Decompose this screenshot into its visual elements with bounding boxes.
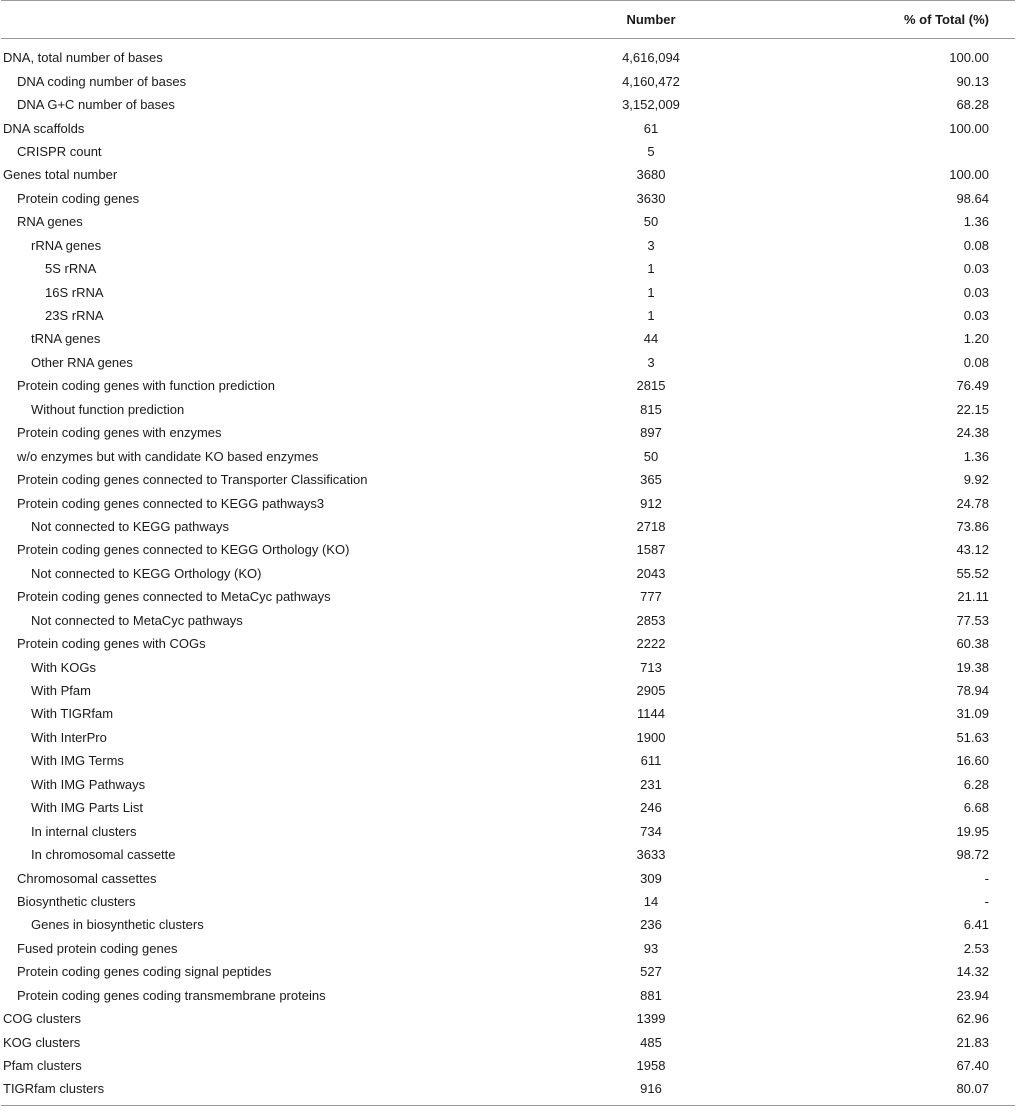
row-label: Protein coding genes with COGs bbox=[17, 636, 206, 652]
row-number: 912 bbox=[640, 495, 662, 511]
row-percent: 6.41 bbox=[963, 917, 989, 933]
table-row bbox=[1, 398, 1015, 421]
table-row bbox=[1, 140, 1015, 163]
row-percent: 68.28 bbox=[956, 97, 989, 113]
row-label: DNA coding number of bases bbox=[17, 73, 187, 89]
row-number: 5 bbox=[647, 143, 655, 159]
table-row bbox=[1, 749, 1015, 772]
row-label: Other RNA genes bbox=[31, 354, 133, 370]
row-percent: 16.60 bbox=[956, 753, 989, 769]
row-label: COG clusters bbox=[3, 1011, 82, 1027]
bottom-rule bbox=[1, 1105, 1015, 1106]
row-number: 1399 bbox=[636, 1011, 666, 1027]
row-label: With Pfam bbox=[31, 683, 91, 699]
table-row bbox=[1, 515, 1015, 538]
table-row bbox=[1, 163, 1015, 186]
table-row bbox=[1, 116, 1015, 139]
row-label: CRISPR count bbox=[17, 143, 102, 159]
row-label: tRNA genes bbox=[31, 331, 101, 347]
table-row bbox=[1, 69, 1015, 92]
table-row bbox=[1, 1007, 1015, 1030]
table-row bbox=[1, 819, 1015, 842]
row-label: Protein coding genes connected to Transporter Classification bbox=[17, 472, 368, 488]
header-row bbox=[1, 1, 1015, 39]
row-number: 897 bbox=[640, 425, 662, 441]
row-label: Genes total number bbox=[3, 167, 118, 183]
table-row bbox=[1, 304, 1015, 327]
row-number: 2043 bbox=[636, 565, 666, 581]
row-percent: 51.63 bbox=[956, 729, 989, 745]
table-row bbox=[1, 984, 1015, 1007]
row-label: With IMG Parts List bbox=[31, 800, 143, 816]
table-body bbox=[1, 39, 1015, 1101]
row-percent: 19.95 bbox=[956, 823, 989, 839]
row-label: With KOGs bbox=[31, 659, 97, 675]
table-row bbox=[1, 280, 1015, 303]
table-row bbox=[1, 538, 1015, 561]
table-row bbox=[1, 796, 1015, 819]
row-number: 777 bbox=[640, 589, 662, 605]
row-number: 2853 bbox=[636, 612, 666, 628]
row-label: 16S rRNA bbox=[45, 284, 104, 300]
row-percent: 0.03 bbox=[963, 261, 989, 277]
table-header bbox=[1, 1, 1015, 39]
row-percent: 6.68 bbox=[963, 800, 989, 816]
header-percent-of-total: % of Total (%) bbox=[904, 12, 989, 27]
row-number: 815 bbox=[640, 401, 662, 417]
row-label: Protein coding genes connected to KEGG Orthology (KO) bbox=[17, 542, 350, 558]
table-row bbox=[1, 421, 1015, 444]
row-number: 14 bbox=[643, 893, 659, 909]
table-row bbox=[1, 585, 1015, 608]
row-percent: 6.28 bbox=[963, 776, 989, 792]
table-row bbox=[1, 913, 1015, 936]
row-percent: 22.15 bbox=[956, 401, 989, 417]
row-label: Pfam clusters bbox=[3, 1058, 82, 1074]
row-number: 236 bbox=[640, 917, 662, 933]
table-row bbox=[1, 632, 1015, 655]
row-percent: 2.53 bbox=[963, 940, 989, 956]
row-percent: 14.32 bbox=[956, 964, 989, 980]
row-label: Fused protein coding genes bbox=[17, 940, 178, 956]
row-number: 1958 bbox=[636, 1058, 666, 1074]
row-number: 246 bbox=[640, 800, 662, 816]
row-label: Not connected to KEGG pathways bbox=[31, 518, 229, 534]
row-label: With IMG Pathways bbox=[31, 776, 146, 792]
row-label: 23S rRNA bbox=[45, 308, 104, 324]
row-number: 3630 bbox=[636, 190, 666, 206]
table-row bbox=[1, 327, 1015, 350]
row-label: 5S rRNA bbox=[45, 261, 97, 277]
genome-statistics-table-container bbox=[1, 0, 1015, 1106]
row-number: 1587 bbox=[636, 542, 666, 558]
row-number: 309 bbox=[640, 870, 662, 886]
row-number: 3633 bbox=[636, 847, 666, 863]
row-label: With TIGRfam bbox=[31, 706, 114, 722]
table-row bbox=[1, 773, 1015, 796]
row-label: Genes in biosynthetic clusters bbox=[31, 917, 204, 933]
row-number: 93 bbox=[643, 940, 659, 956]
table-row bbox=[1, 843, 1015, 866]
genome-statistics-table bbox=[1, 1, 1015, 1101]
row-label: Protein coding genes with enzymes bbox=[17, 425, 222, 441]
row-number: 2905 bbox=[636, 683, 666, 699]
table-row bbox=[1, 351, 1015, 374]
row-label: In internal clusters bbox=[31, 823, 137, 839]
row-label: rRNA genes bbox=[31, 237, 102, 253]
table-row bbox=[1, 374, 1015, 397]
row-label: Protein coding genes connected to MetaCyc pathways bbox=[17, 589, 331, 605]
row-label: DNA, total number of bases bbox=[3, 50, 163, 66]
row-number: 1 bbox=[647, 284, 655, 300]
row-number: 1900 bbox=[636, 729, 666, 745]
row-percent: 0.03 bbox=[963, 308, 989, 324]
row-percent: 98.72 bbox=[956, 847, 989, 863]
row-percent: 24.78 bbox=[956, 495, 989, 511]
row-percent: 60.38 bbox=[956, 636, 989, 652]
row-number: 4,616,094 bbox=[622, 50, 680, 66]
row-percent: 21.11 bbox=[957, 589, 989, 605]
row-percent: - bbox=[984, 893, 989, 909]
row-percent: 100.00 bbox=[949, 50, 989, 66]
table-row bbox=[1, 187, 1015, 210]
table-row bbox=[1, 726, 1015, 749]
row-number: 916 bbox=[640, 1081, 662, 1097]
row-label: Protein coding genes bbox=[17, 190, 140, 206]
table-row bbox=[1, 234, 1015, 257]
table-row bbox=[1, 679, 1015, 702]
row-number: 881 bbox=[640, 987, 662, 1003]
table-row bbox=[1, 702, 1015, 725]
table-row bbox=[1, 937, 1015, 960]
header-label bbox=[1, 1, 521, 39]
row-percent: 0.08 bbox=[963, 237, 989, 253]
row-percent: 76.49 bbox=[956, 378, 989, 394]
row-label: TIGRfam clusters bbox=[3, 1081, 105, 1097]
row-label: Protein coding genes connected to KEGG pathways3 bbox=[17, 495, 325, 511]
row-percent: 31.09 bbox=[956, 706, 989, 722]
row-number: 1144 bbox=[637, 706, 665, 722]
row-percent: 0.08 bbox=[963, 354, 989, 370]
table-row bbox=[1, 46, 1015, 69]
row-label: Without function prediction bbox=[31, 401, 185, 417]
table-row bbox=[1, 468, 1015, 491]
table-row bbox=[1, 609, 1015, 632]
table-row bbox=[1, 890, 1015, 913]
row-number: 734 bbox=[640, 823, 662, 839]
row-label: Protein coding genes with function prediction bbox=[17, 378, 275, 394]
row-label: Protein coding genes coding signal peptides bbox=[17, 964, 272, 980]
table-row bbox=[1, 444, 1015, 467]
table-row bbox=[1, 960, 1015, 983]
row-percent: - bbox=[984, 870, 989, 886]
row-label: Protein coding genes coding transmembrane proteins bbox=[17, 987, 326, 1003]
row-label: Biosynthetic clusters bbox=[17, 893, 136, 909]
row-number: 2815 bbox=[636, 378, 666, 394]
row-percent: 80.07 bbox=[956, 1081, 989, 1097]
row-number: 50 bbox=[643, 448, 659, 464]
row-number: 1 bbox=[647, 261, 655, 277]
row-label: In chromosomal cassette bbox=[31, 847, 176, 863]
row-percent: 55.52 bbox=[956, 565, 989, 581]
table-row bbox=[1, 491, 1015, 514]
row-number: 2222 bbox=[636, 636, 666, 652]
header-number: Number bbox=[626, 12, 676, 27]
row-number: 1 bbox=[647, 308, 655, 324]
row-number: 44 bbox=[643, 331, 659, 347]
row-percent: 78.94 bbox=[956, 683, 989, 699]
row-percent: 23.94 bbox=[956, 987, 989, 1003]
row-label: Not connected to MetaCyc pathways bbox=[31, 612, 243, 628]
table-row bbox=[1, 257, 1015, 280]
row-percent: 1.36 bbox=[963, 214, 989, 230]
row-percent: 100.00 bbox=[949, 120, 989, 136]
row-label: Not connected to KEGG Orthology (KO) bbox=[31, 565, 262, 581]
row-number: 3 bbox=[647, 354, 655, 370]
row-label: w/o enzymes but with candidate KO based enzymes bbox=[17, 448, 319, 464]
row-label: With InterPro bbox=[31, 729, 107, 745]
row-percent: 67.40 bbox=[956, 1058, 989, 1074]
row-percent bbox=[781, 140, 1015, 163]
table-row bbox=[1, 1030, 1015, 1053]
row-percent: 43.12 bbox=[956, 542, 989, 558]
row-number: 2718 bbox=[636, 518, 666, 534]
row-number: 3 bbox=[647, 237, 655, 253]
row-label: DNA scaffolds bbox=[3, 120, 85, 136]
row-number: 61 bbox=[643, 120, 659, 136]
row-percent: 62.96 bbox=[956, 1011, 989, 1027]
row-number: 713 bbox=[640, 659, 662, 675]
row-number: 527 bbox=[640, 964, 662, 980]
row-percent: 77.53 bbox=[956, 612, 989, 628]
row-number: 231 bbox=[640, 776, 662, 792]
row-number: 611 bbox=[640, 753, 662, 769]
row-label: RNA genes bbox=[17, 214, 83, 230]
row-number: 3,152,009 bbox=[622, 97, 680, 113]
table-row bbox=[1, 93, 1015, 116]
row-percent: 98.64 bbox=[956, 190, 989, 206]
table-row bbox=[1, 1054, 1015, 1077]
row-number: 3680 bbox=[636, 167, 666, 183]
row-percent: 19.38 bbox=[956, 659, 989, 675]
row-label: Chromosomal cassettes bbox=[17, 870, 157, 886]
table-row bbox=[1, 562, 1015, 585]
row-percent: 1.36 bbox=[963, 448, 989, 464]
row-percent: 24.38 bbox=[956, 425, 989, 441]
row-percent: 21.83 bbox=[956, 1034, 989, 1050]
table-row bbox=[1, 655, 1015, 678]
row-number: 485 bbox=[640, 1034, 662, 1050]
row-percent: 90.13 bbox=[956, 73, 989, 89]
row-label: KOG clusters bbox=[3, 1034, 81, 1050]
row-number: 365 bbox=[640, 472, 662, 488]
row-percent: 0.03 bbox=[963, 284, 989, 300]
row-number: 4,160,472 bbox=[622, 73, 680, 89]
row-percent: 9.92 bbox=[963, 472, 989, 488]
row-percent: 1.20 bbox=[963, 331, 989, 347]
row-label: DNA G+C number of bases bbox=[17, 97, 175, 113]
table-row bbox=[1, 866, 1015, 889]
row-label: With IMG Terms bbox=[31, 753, 124, 769]
table-row bbox=[1, 210, 1015, 233]
table-row bbox=[1, 1077, 1015, 1100]
row-number: 50 bbox=[643, 214, 659, 230]
row-percent: 100.00 bbox=[949, 167, 989, 183]
row-percent: 73.86 bbox=[956, 518, 989, 534]
